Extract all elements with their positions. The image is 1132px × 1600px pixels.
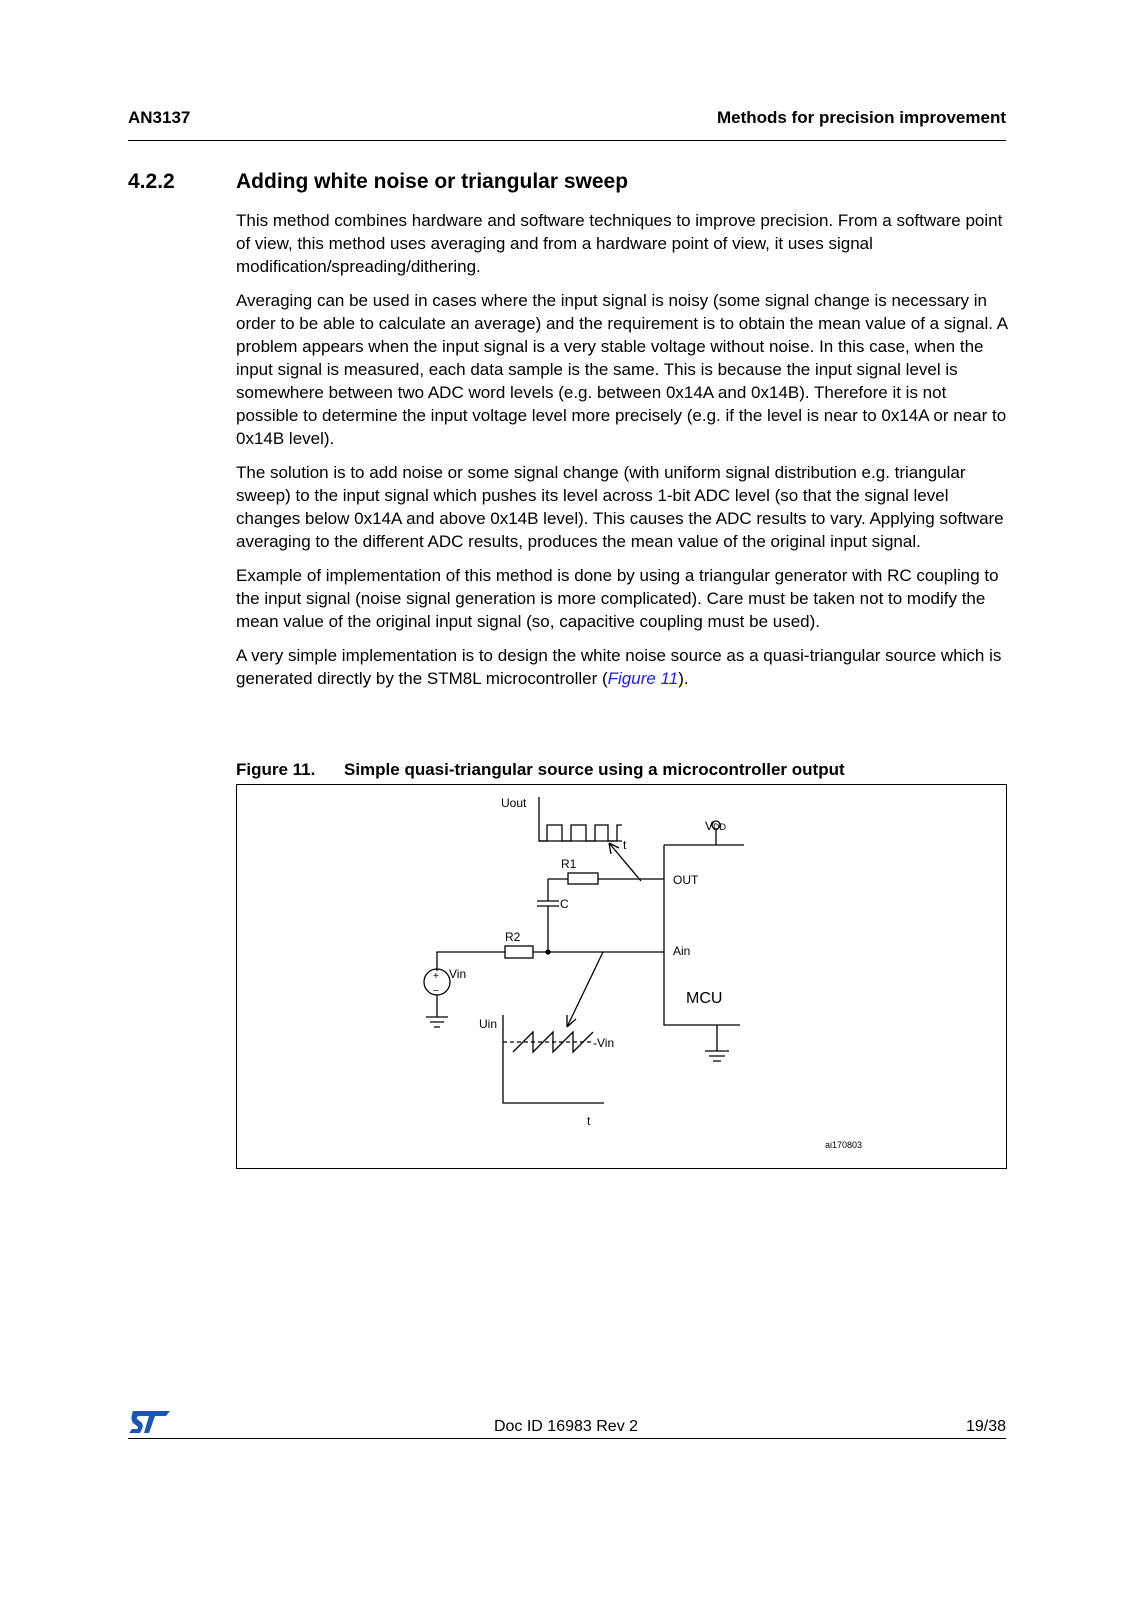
section-title: Adding white noise or triangular sweep — [236, 170, 629, 193]
footer-rule — [128, 1438, 1006, 1439]
capacitor-c — [537, 901, 559, 906]
figure-number: Figure 11. — [236, 760, 316, 779]
page-header — [128, 108, 1006, 132]
figure-caption — [236, 760, 845, 780]
paragraph-5-text: A very simple implementation is to design the white noise source as a quasi-triangular source which is generated directly by the STM8L microcontroller ( — [236, 646, 1002, 688]
label-out: OUT — [673, 873, 699, 887]
paragraph-2: Averaging can be used in cases where the input signal is noisy (some signal change is necessary in order to be able to calculate an average) and the requirement is to obtain the mean value of a signal. A problem appears when the input signal is a very stable voltage without noise. In this case, when the input signal is measured, each data sample is the same. This is because the input signal level is somewhere between two ADC word levels (e.g. between 0x14A and 0x14B). Therefore it is not possible to determine the input voltage level more precisely (e.g. if the level is near to 0x14A or near to 0x14B level). — [236, 291, 1008, 448]
vin-wire — [437, 952, 505, 971]
paragraph-3: The solution is to add noise or some signal change (with uniform signal distribution e.g. triangular sweep) to the input signal which pushes its level across 1-bit ADC level (so that the signal level changes below 0x14A and above 0x14B level). This causes the ADC results to vary. Applying software averaging to the different ADC results, produces the mean value of the original input signal. — [236, 463, 1004, 551]
uin-axis — [503, 1015, 604, 1103]
r1-resistor — [568, 873, 598, 884]
r2-resistor — [505, 946, 533, 958]
header-section-title: Methods for precision improvement — [716, 108, 1006, 127]
body-text — [236, 209, 1008, 701]
uout-square-wave — [539, 825, 622, 841]
label-vdd-sub: DD — [713, 822, 727, 832]
paragraph-5 — [236, 644, 1008, 690]
label-minus: – — [433, 985, 439, 996]
paragraph-4: Example of implementation of this method is done by using a triangular generator with RC coupling to the input signal (noise signal generation is more complicated). Care must be taken not to modify the mean value of the original input signal (so, capacitive coupling must be used). — [236, 566, 999, 631]
label-plus: + — [433, 971, 439, 982]
paragraph-1: This method combines hardware and software techniques to improve precision. From a software point of view, this method uses averaging and from a hardware point of view, it uses signal modification/spreading/dithering. — [236, 211, 1003, 276]
figure-11-link[interactable]: Figure 11 — [607, 669, 679, 688]
label-uin: Uin — [479, 1017, 498, 1031]
figure-id: ai170803 — [825, 1140, 863, 1150]
figure-11-diagram — [236, 784, 1007, 1169]
circuit-schematic — [237, 785, 1006, 1168]
ain-arrow — [567, 952, 603, 1027]
header-rule — [128, 140, 1006, 141]
figure-caption-text: Simple quasi-triangular source using a microcontroller output — [344, 760, 845, 779]
label-t-top: t — [623, 838, 627, 852]
label-c: C — [560, 897, 569, 911]
junction-dot — [545, 949, 550, 954]
uout-axis — [539, 797, 622, 841]
label-vin-level: -Vin — [593, 1036, 615, 1050]
header-doc-id: AN3137 — [128, 108, 191, 127]
footer-doc-ref: Doc ID 16983 Rev 2 — [493, 1418, 639, 1435]
label-ain: Ain — [673, 944, 691, 958]
label-uout: Uout — [501, 796, 527, 810]
label-r2: R2 — [505, 930, 521, 944]
label-t-bottom: t — [587, 1114, 591, 1128]
label-mcu: MCU — [686, 990, 723, 1007]
label-vdd-main: V — [705, 819, 714, 833]
label-vin: Vin — [449, 967, 467, 981]
ground-left — [426, 1017, 448, 1027]
paragraph-5-end: ). — [678, 669, 689, 688]
section-number: 4.2.2 — [128, 170, 175, 193]
ground-right — [705, 1051, 729, 1061]
label-vdd — [705, 819, 727, 833]
label-r1: R1 — [561, 857, 577, 871]
footer-page-number: 19/38 — [965, 1418, 1006, 1435]
